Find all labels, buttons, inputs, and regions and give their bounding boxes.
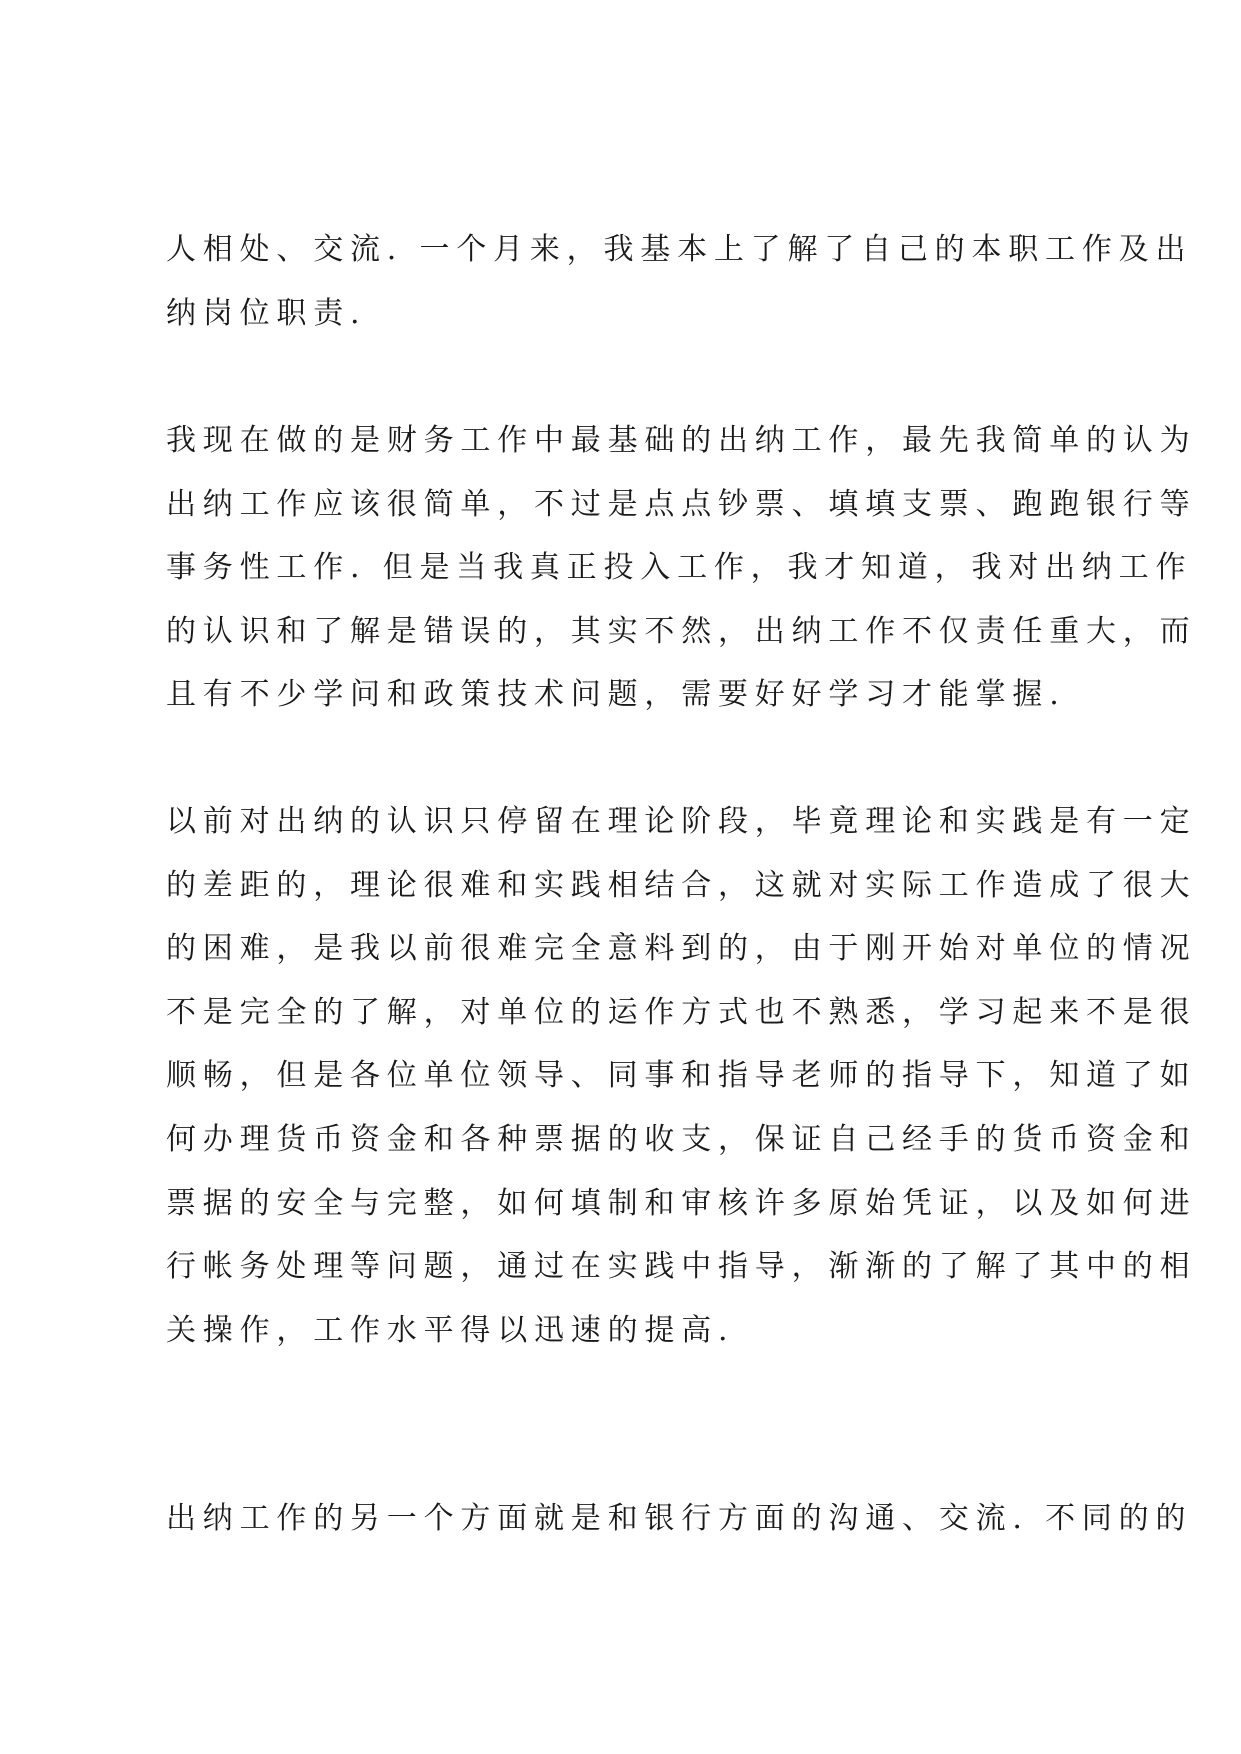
text-line: 以前对出纳的认识只停留在理论阶段，毕竟理论和实践是有一定	[166, 804, 1197, 839]
text-line: 出纳工作的另一个方面就是和银行方面的沟通、交流. 不同的的	[166, 1501, 1193, 1536]
text-line: 不是完全的了解，对单位的运作方式也不熟悉，学习起来不是很	[166, 994, 1197, 1030]
text-line: 纳岗位职责.	[166, 295, 367, 331]
text-line: 顺畅，但是各位单位领导、同事和指导老师的指导下，知道了如	[166, 1058, 1197, 1094]
paragraph-1	[166, 218, 1193, 345]
text-line: 行帐务处理等问题，通过在实践中指导，渐渐的了解了其中的相	[166, 1249, 1197, 1285]
text-line: 的认识和了解是错误的，其实不然，出纳工作不仅责任重大，而	[166, 613, 1197, 649]
text-line: 关操作，工作水平得以迅速的提高.	[166, 1312, 735, 1348]
text-line: 出纳工作应该很简单，不过是点点钞票、填填支票、跑跑银行等	[166, 486, 1197, 522]
text-line: 人相处、交流. 一个月来，我基本上了解了自己的本职工作及出	[166, 232, 1193, 267]
text-line: 的差距的，理论很难和实践相结合，这就对实际工作造成了很大	[166, 867, 1197, 903]
text-line: 事务性工作. 但是当我真正投入工作，我才知道，我对出纳工作	[166, 550, 1193, 586]
text-line: 我现在做的是财务工作中最基础的出纳工作，最先我简单的认为	[166, 423, 1197, 458]
text-line: 且有不少学问和政策技术问题，需要好好学习才能掌握.	[166, 677, 1066, 713]
text-line: 何办理货币资金和各种票据的收支，保证自己经手的货币资金和	[166, 1121, 1197, 1157]
paragraph-3	[166, 790, 1197, 1362]
paragraph-4	[166, 1487, 1193, 1551]
text-line: 票据的安全与完整，如何填制和审核许多原始凭证，以及如何进	[166, 1185, 1197, 1221]
text-line: 的困难，是我以前很难完全意料到的，由于刚开始对单位的情况	[166, 931, 1197, 967]
paragraph-2	[166, 409, 1197, 727]
